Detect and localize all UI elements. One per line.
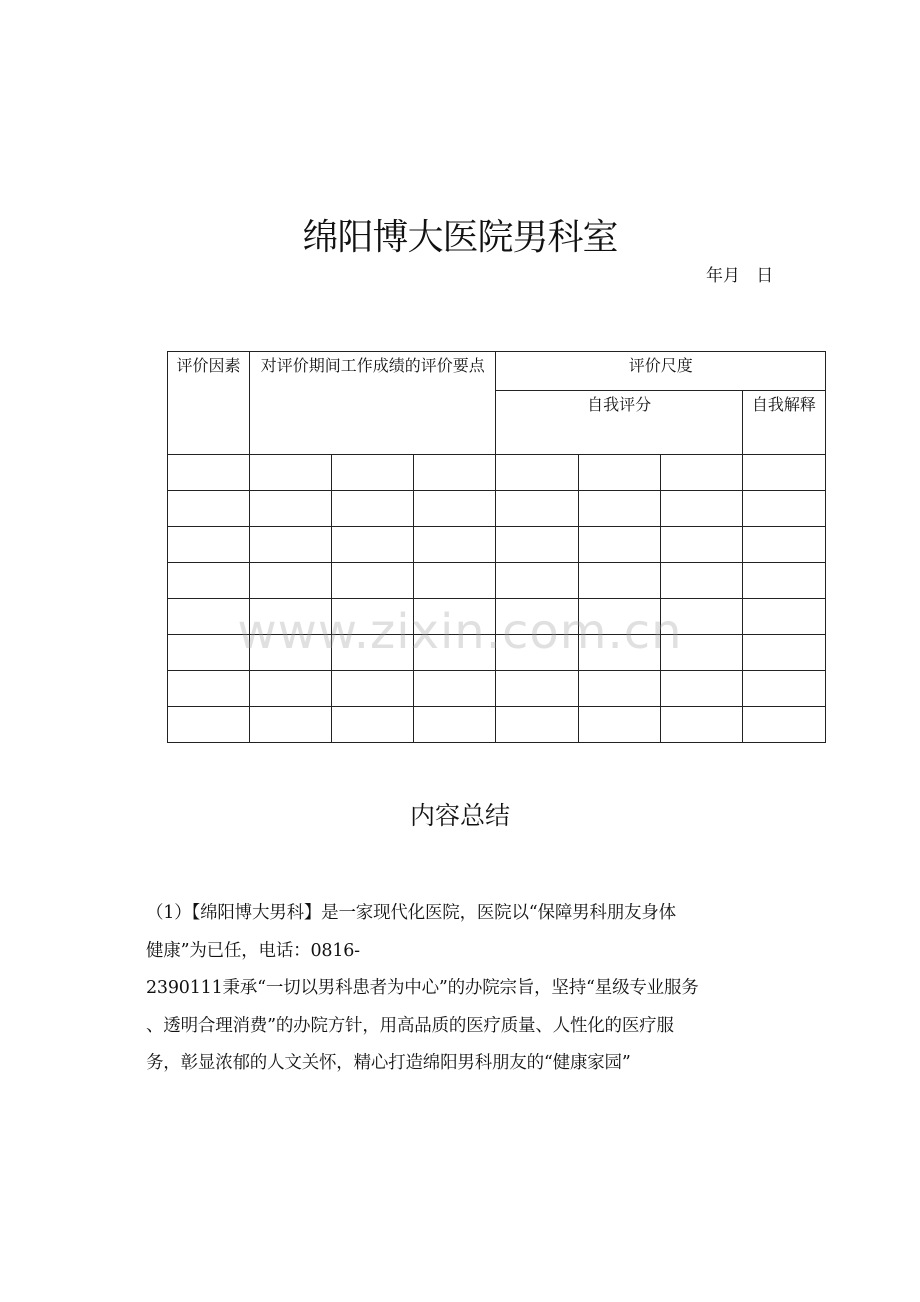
table-cell <box>496 455 578 491</box>
table-cell <box>578 491 660 527</box>
table-cell <box>578 527 660 563</box>
table-cell <box>168 455 250 491</box>
table-cell <box>660 707 742 743</box>
table-cell <box>332 671 414 707</box>
header-self-score: 自我评分 <box>496 391 742 455</box>
table-cell <box>578 455 660 491</box>
table-cell <box>742 635 825 671</box>
table-cell <box>250 599 332 635</box>
table-cell <box>168 527 250 563</box>
table-cell <box>332 527 414 563</box>
table-cell <box>496 599 578 635</box>
table-cell <box>742 563 825 599</box>
summary-line: 务，彰显浓郁的人文关怀，精心打造绵阳男科朋友的“健康家园” <box>146 1053 631 1073</box>
table-row <box>168 491 826 527</box>
table-cell <box>660 671 742 707</box>
table-row <box>168 527 826 563</box>
table-row <box>168 671 826 707</box>
document-title: 绵阳博大医院男科室 <box>302 217 618 258</box>
table-row <box>168 563 826 599</box>
table-cell <box>414 527 496 563</box>
header-scale: 评价尺度 <box>496 352 826 391</box>
table-cell <box>578 599 660 635</box>
table-row <box>168 599 826 635</box>
table-cell <box>332 563 414 599</box>
header-key-points: 对评价期间工作成绩的评价要点 <box>250 352 496 455</box>
table-cell <box>250 527 332 563</box>
table-cell <box>332 491 414 527</box>
table-cell <box>660 599 742 635</box>
table-cell <box>168 599 250 635</box>
table-cell <box>660 563 742 599</box>
table-cell <box>660 527 742 563</box>
table-cell <box>414 455 496 491</box>
table-cell <box>496 635 578 671</box>
table-cell <box>414 671 496 707</box>
table-cell <box>660 635 742 671</box>
table-cell <box>168 671 250 707</box>
table-cell <box>250 455 332 491</box>
date-line: 年月 日 <box>706 266 774 286</box>
table-row <box>168 455 826 491</box>
table-cell <box>742 707 825 743</box>
table-cell <box>250 563 332 599</box>
table-cell <box>332 635 414 671</box>
table-cell <box>496 563 578 599</box>
table-cell <box>250 635 332 671</box>
table-cell <box>414 563 496 599</box>
table-cell <box>578 635 660 671</box>
table-cell <box>250 707 332 743</box>
table-cell <box>578 563 660 599</box>
table-row <box>168 707 826 743</box>
header-factor: 评价因素 <box>168 352 250 455</box>
table-cell <box>496 491 578 527</box>
table-cell <box>414 707 496 743</box>
summary-line: 、透明合理消费”的办院方针，用高品质的医疗质量、人性化的医疗服 <box>146 1015 674 1036</box>
evaluation-table <box>167 351 826 743</box>
table-cell <box>332 707 414 743</box>
summary-body <box>146 895 786 1083</box>
summary-line: 2390111秉承“一切以男科患者为中心”的办院宗旨，坚持“星级专业服务 <box>146 978 699 998</box>
table-cell <box>578 671 660 707</box>
table-cell <box>332 599 414 635</box>
summary-title: 内容总结 <box>409 801 510 830</box>
table-cell <box>660 455 742 491</box>
table-cell <box>414 599 496 635</box>
table-cell <box>414 635 496 671</box>
table-cell <box>496 707 578 743</box>
table-cell <box>742 599 825 635</box>
table-cell <box>660 491 742 527</box>
table-cell <box>168 563 250 599</box>
table-cell <box>742 527 825 563</box>
table-cell <box>168 707 250 743</box>
table-cell <box>250 671 332 707</box>
table-cell <box>742 491 825 527</box>
table-cell <box>742 671 825 707</box>
header-self-explain: 自我解释 <box>742 391 825 455</box>
table-cell <box>742 455 825 491</box>
table-cell <box>578 707 660 743</box>
summary-line: （1）【绵阳博大男科】是一家现代化医院，医院以“保障男科朋友身体 <box>146 903 676 923</box>
table-cell <box>250 491 332 527</box>
table-cell <box>414 491 496 527</box>
table-cell <box>496 671 578 707</box>
table-cell <box>168 635 250 671</box>
table-cell <box>496 527 578 563</box>
table-cell <box>332 455 414 491</box>
watermark: www.zixin.com.cn <box>237 604 683 660</box>
summary-line: 健康”为已任，电话：0816- <box>146 940 360 961</box>
table-row <box>168 635 826 671</box>
table-cell <box>168 491 250 527</box>
